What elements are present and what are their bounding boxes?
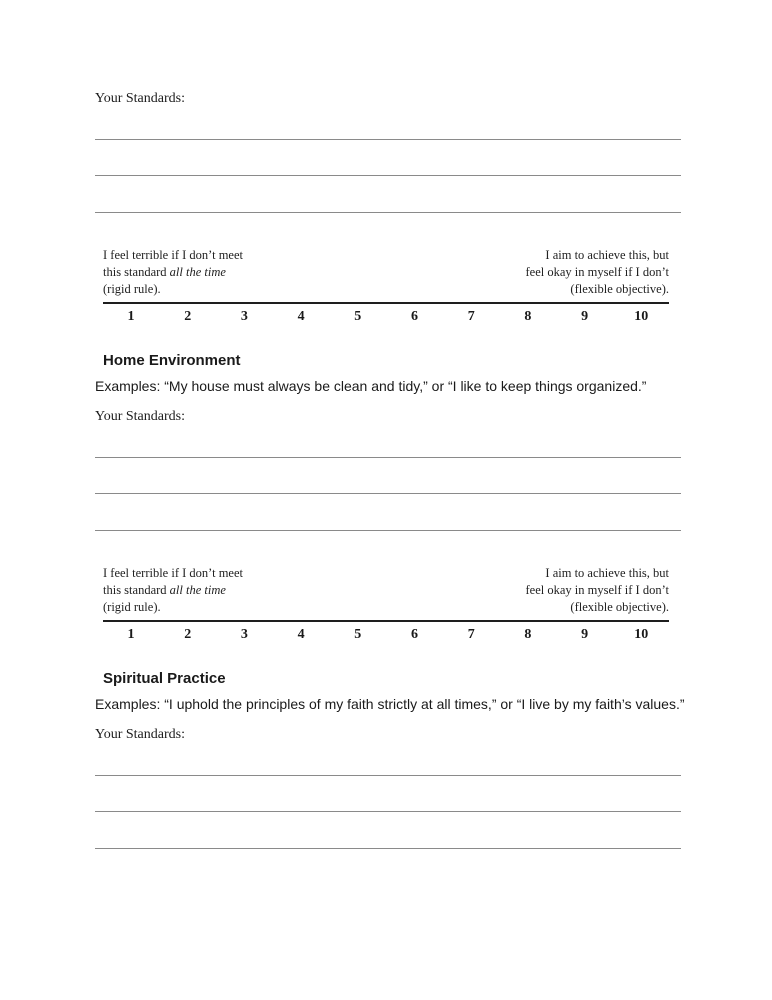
scale-number-10[interactable]: 10: [634, 627, 649, 642]
scale-number-7[interactable]: 7: [467, 309, 475, 324]
scale-right-line2: feel okay in myself if I don’t: [525, 265, 669, 279]
write-in-line[interactable]: [95, 530, 681, 531]
scale-left-line1: I feel terrible if I don’t meet: [103, 566, 243, 580]
section-title-home-environment: Home Environment: [103, 352, 241, 369]
section-title-spiritual-practice: Spiritual Practice: [103, 670, 226, 687]
write-in-line[interactable]: [95, 212, 681, 213]
scale-number-3[interactable]: 3: [240, 627, 248, 642]
scale-right-line3: (flexible objective).: [570, 282, 669, 296]
scale-number-2[interactable]: 2: [184, 627, 192, 642]
write-in-line[interactable]: [95, 811, 681, 812]
scale-number-4[interactable]: 4: [297, 627, 305, 642]
scale-number-10[interactable]: 10: [634, 309, 649, 324]
scale-number-6[interactable]: 6: [411, 627, 418, 642]
rating-scale-line: [103, 302, 669, 304]
scale-number-8[interactable]: 8: [524, 627, 532, 642]
rating-scale-numbers: [103, 627, 669, 647]
scale-left-line2: this standard all the time: [103, 265, 226, 279]
scale-left-line3: (rigid rule).: [103, 600, 161, 614]
write-in-line[interactable]: [95, 493, 681, 494]
scale-number-9[interactable]: 9: [581, 627, 589, 642]
scale-right-line3: (flexible objective).: [570, 600, 669, 614]
scale-number-6[interactable]: 6: [411, 309, 418, 324]
scale-left-description: [103, 247, 303, 298]
scale-number-3[interactable]: 3: [240, 309, 248, 324]
scale-number-5[interactable]: 5: [354, 309, 362, 324]
scale-right-description: [470, 247, 669, 298]
section-examples-home-environment: Examples: “My house must always be clean and tidy,” or “I like to keep things organized.”: [95, 378, 647, 394]
scale-number-4[interactable]: 4: [297, 309, 305, 324]
standards-label: Your Standards:: [95, 409, 185, 424]
scale-number-8[interactable]: 8: [524, 309, 532, 324]
standards-label: Your Standards:: [95, 91, 185, 106]
scale-number-1[interactable]: 1: [127, 309, 135, 324]
scale-number-1[interactable]: 1: [127, 627, 135, 642]
scale-left-line1: I feel terrible if I don’t meet: [103, 248, 243, 262]
scale-right-description: [470, 565, 669, 616]
rating-scale-line: [103, 620, 669, 622]
scale-number-5[interactable]: 5: [354, 627, 362, 642]
write-in-line[interactable]: [95, 457, 681, 458]
scale-left-line3: (rigid rule).: [103, 282, 161, 296]
rating-scale-numbers: [103, 309, 669, 329]
standards-label: Your Standards:: [95, 727, 185, 742]
section-examples-spiritual-practice: Examples: “I uphold the principles of my faith strictly at all times,” or “I live by my faith’s values.”: [95, 696, 685, 712]
write-in-line[interactable]: [95, 139, 681, 140]
scale-number-9[interactable]: 9: [581, 309, 589, 324]
scale-number-2[interactable]: 2: [184, 309, 192, 324]
scale-left-description: [103, 565, 303, 616]
scale-left-line2: this standard all the time: [103, 583, 226, 597]
write-in-line[interactable]: [95, 175, 681, 176]
scale-right-line1: I aim to achieve this, but: [545, 566, 669, 580]
write-in-line[interactable]: [95, 848, 681, 849]
write-in-line[interactable]: [95, 775, 681, 776]
scale-right-line1: I aim to achieve this, but: [545, 248, 669, 262]
scale-right-line2: feel okay in myself if I don’t: [525, 583, 669, 597]
scale-number-7[interactable]: 7: [467, 627, 475, 642]
